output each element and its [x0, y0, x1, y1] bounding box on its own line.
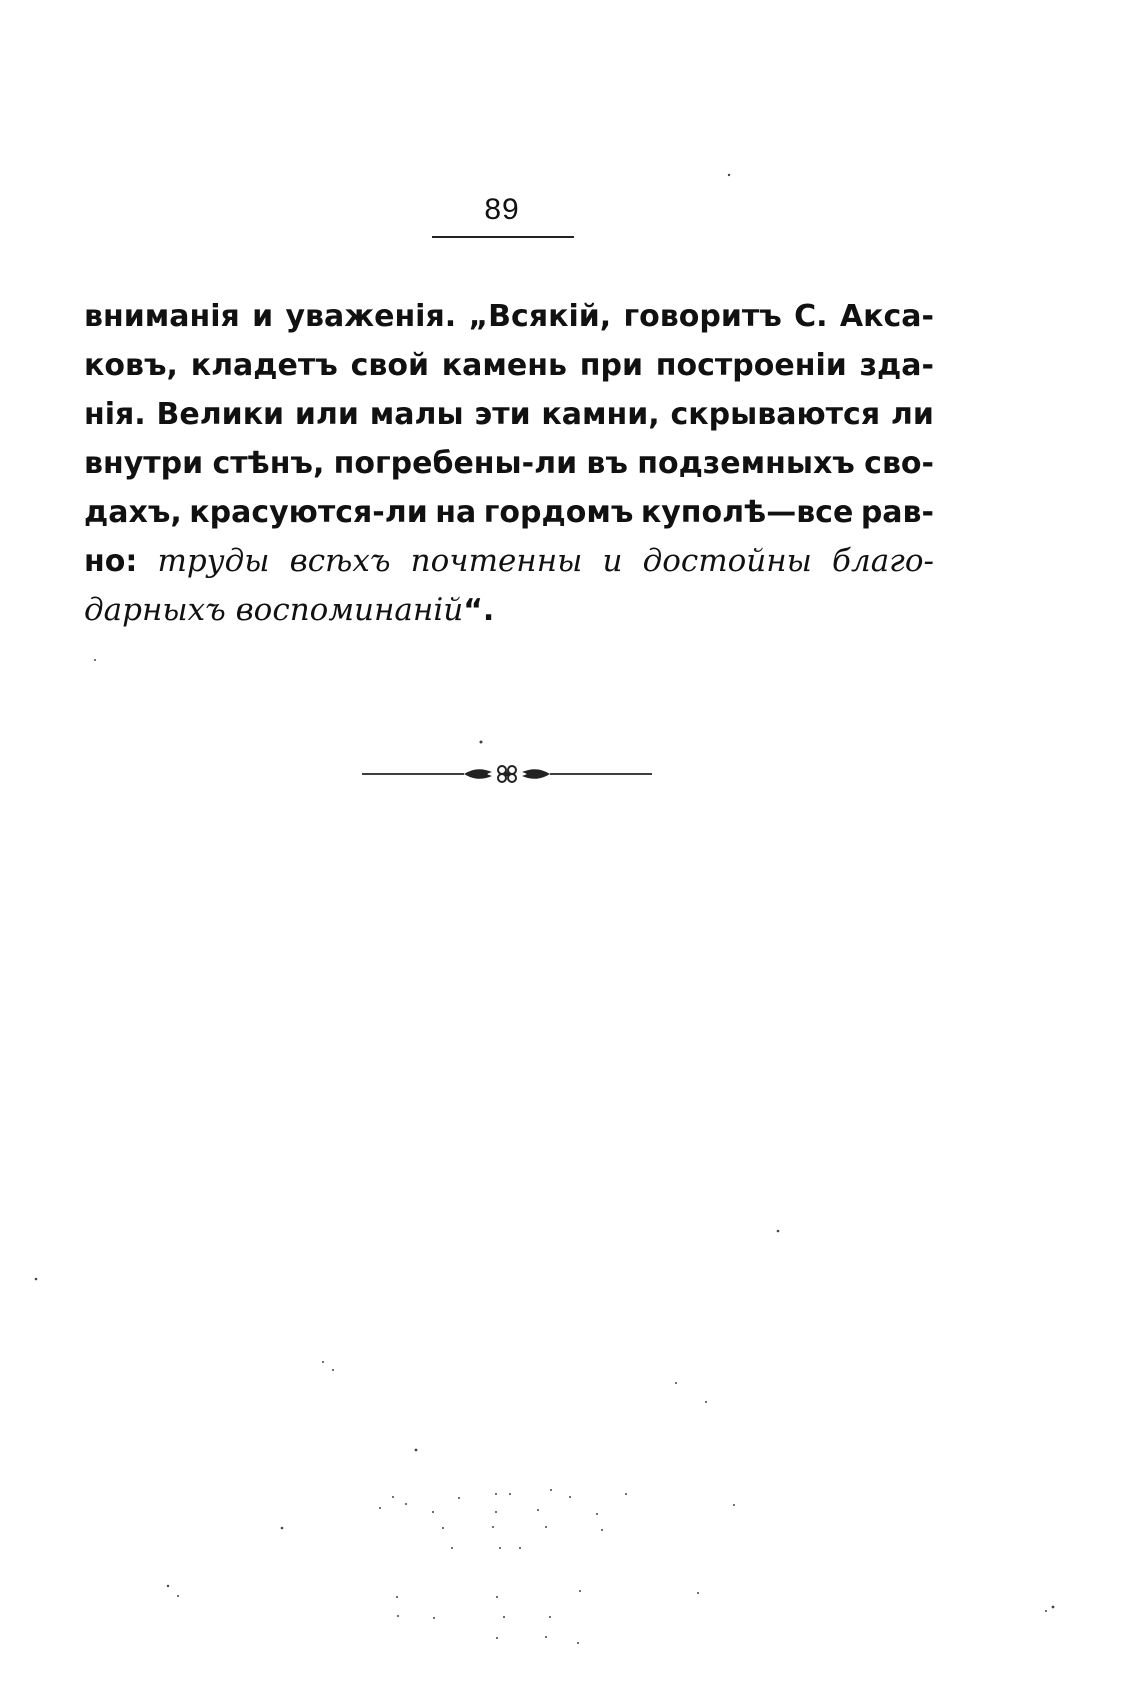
word: сво-	[864, 446, 934, 481]
word: на	[435, 495, 477, 530]
word: въ	[586, 446, 628, 481]
word: подземныхъ	[637, 446, 855, 481]
text-line	[84, 341, 934, 390]
word: погребены-ли	[333, 446, 578, 481]
italic-word: достойны	[642, 543, 812, 579]
fleuron-divider	[362, 762, 652, 786]
word: ли	[890, 397, 934, 432]
italic-word: почтенны	[410, 543, 583, 579]
word: зда-	[859, 348, 934, 383]
italic-word: дарныхъ воспоминаній	[84, 592, 464, 628]
word: Велики	[156, 397, 285, 432]
italic-word: всѣхъ	[289, 543, 391, 579]
word: говоритъ	[623, 299, 782, 334]
word: камень	[441, 348, 567, 383]
word: С.	[794, 299, 828, 334]
text-line	[84, 586, 934, 635]
word: свой	[350, 348, 429, 383]
text-line	[84, 439, 934, 488]
page-number-rule	[432, 236, 574, 238]
word: скрываются	[670, 397, 881, 432]
word: при	[579, 348, 643, 383]
word: стѣнъ,	[212, 446, 325, 481]
word: но:	[84, 544, 138, 579]
word: красуются-ли	[189, 495, 428, 530]
word: кладетъ	[190, 348, 338, 383]
word: дахъ,	[84, 495, 182, 530]
word: и	[252, 299, 274, 334]
word: построеніи	[655, 348, 847, 383]
word: камни,	[541, 397, 660, 432]
italic-word: благо-	[832, 543, 934, 579]
word: куполѣ—все	[640, 495, 854, 530]
italic-word: труды	[157, 543, 270, 579]
word: вниманія	[84, 299, 240, 334]
text-line	[84, 537, 934, 586]
text-line	[84, 292, 934, 341]
word: Акса-	[839, 299, 934, 334]
page-number: 89	[484, 193, 520, 226]
word: “.	[463, 593, 495, 628]
word: гордомъ	[483, 495, 634, 530]
word: или	[294, 397, 359, 432]
italic-word: и	[602, 543, 623, 579]
text-line	[84, 390, 934, 439]
word: нія.	[84, 397, 146, 432]
body-text	[84, 292, 934, 635]
word: уваженія.	[285, 299, 457, 334]
word: эти	[474, 397, 531, 432]
word: ковъ,	[84, 348, 178, 383]
word: малы	[369, 397, 464, 432]
word: „Всякій,	[468, 299, 612, 334]
word: рав-	[860, 495, 934, 530]
text-line	[84, 488, 934, 537]
word: внутри	[84, 446, 204, 481]
